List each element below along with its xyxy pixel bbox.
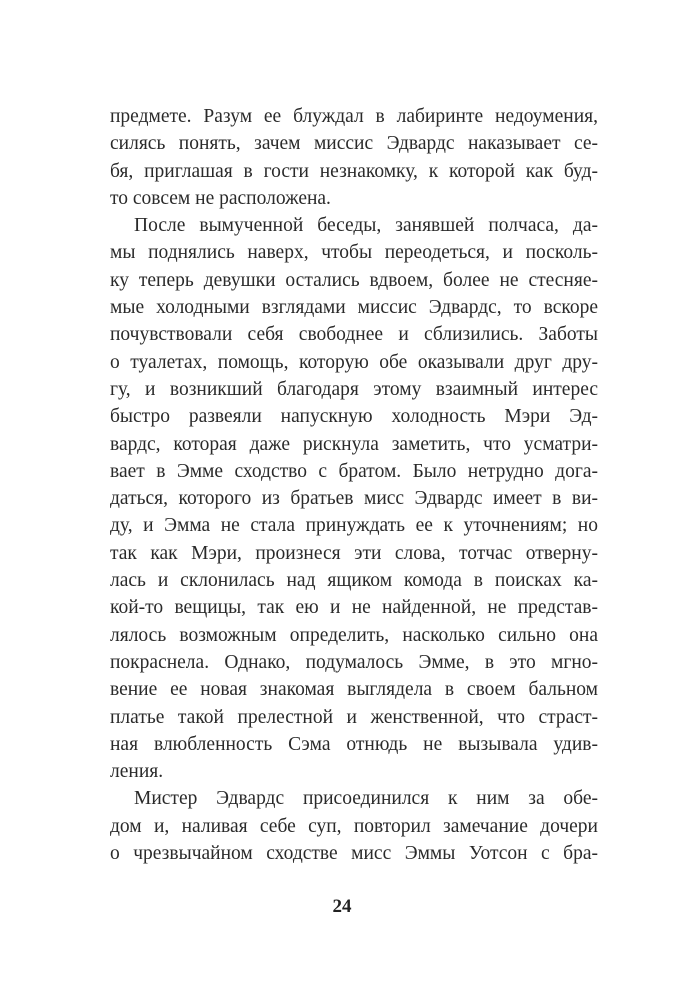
text-line: предмете. Разум ее блуждал в лабиринте недоумения, [110,106,598,127]
text-line: гу, и возникший благодаря этому взаимный интерес [110,378,598,400]
text-line: лялось возможным определить, насколько сильно она [110,624,598,646]
text-line: то совсем не расположена. [110,187,331,209]
text-line: мы поднялись наверх, чтобы переодеться, и посколь- [110,242,598,264]
text-line: вардс, которая даже рискнула заметить, что усматри- [110,433,598,455]
text-line: о чрезвычайном сходстве мисс Эммы Уотсон с бра- [110,843,598,865]
text-line: ления. [110,761,164,783]
text-line: ку теперь девушки остались вдвоем, более не стесняе- [110,269,598,291]
text-line: даться, которого из братьев мисс Эдвардс имеет в ви- [110,488,598,510]
text-line: вение ее новая знакомая выглядела в своем бальном [110,679,598,701]
text-line: ду, и Эмма не стала принуждать ее к уточнениям; но [110,515,598,537]
page-number: 24 [332,896,352,917]
text-line: После вымученной беседы, занявшей полчаса, да- [134,215,598,237]
text-line: лась и склонилась над ящиком комода в поисках ка- [110,570,598,592]
text-line: силясь понять, зачем миссис Эдвардс наказывает се- [110,133,598,155]
text-line: мые холодными взглядами миссис Эдвардс, то вскоре [110,297,598,319]
text-line: ная влюбленность Сэма отнюдь не вызывала удив- [110,733,598,755]
text-line: платье такой прелестной и женственной, что страст- [110,706,598,728]
text-line: покраснела. Однако, подумалось Эмме, в это мгно- [110,651,598,673]
text-line: вает в Эмме сходство с братом. Было нетрудно дога- [110,460,598,482]
text-line: бя, приглашая в гости незнакомку, к которой как буд- [110,160,598,182]
text-line: дом и, наливая себе суп, повторил замечание дочери [110,815,598,837]
text-line: так как Мэри, произнеся эти слова, тотчас отверну- [110,542,598,564]
text-line: Мистер Эдвардс присоединился к ним за обе- [134,788,598,810]
text-line: почувствовали себя свободнее и сблизились. Заботы [110,324,598,346]
text-line: быстро развеяли напускную холодность Мэри Эд- [110,406,598,428]
text-line: о туалетах, помощь, которую обе оказывали друг дру- [110,351,598,373]
body-text [110,103,598,867]
text-line: кой-то вещицы, так ею и не найденной, не представ- [110,597,598,619]
